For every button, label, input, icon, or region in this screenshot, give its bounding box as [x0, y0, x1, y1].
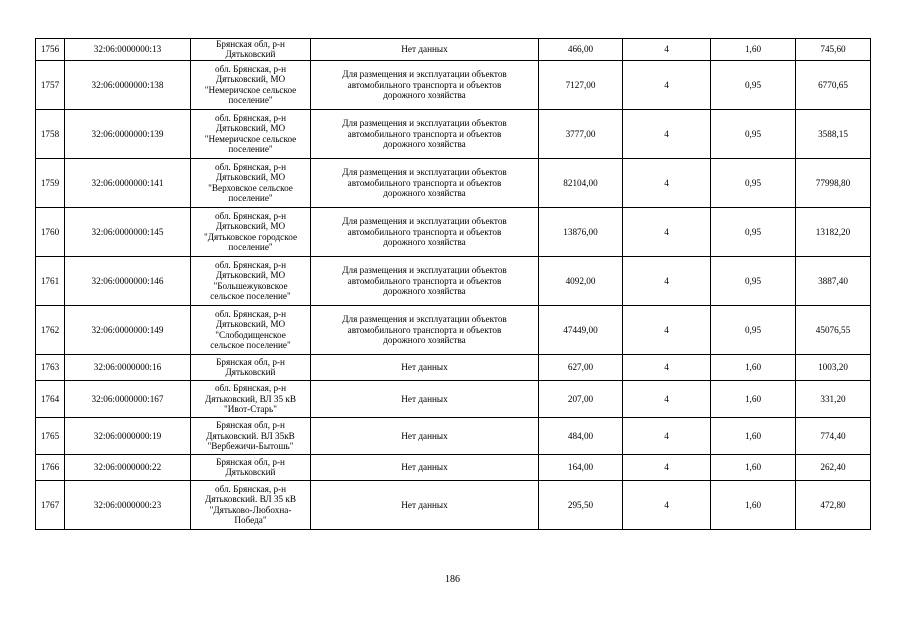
amount-cell: 45076,55 — [796, 305, 871, 354]
coefficient-cell: 0,95 — [711, 207, 796, 256]
coefficient-cell: 1,60 — [711, 454, 796, 480]
row-number-cell: 1762 — [36, 305, 65, 354]
area-cell: 4092,00 — [539, 256, 623, 305]
permitted-use-cell: Нет данных — [311, 417, 539, 454]
cadastral-number-cell: 32:06:0000000:141 — [65, 158, 191, 207]
address-cell: обл. Брянская, р-н Дятьковский, МО "Слободищенское сельское поселение" — [191, 305, 311, 354]
row-number-cell: 1760 — [36, 207, 65, 256]
address-cell: обл. Брянская, р-н Дятьковский, МО "Немеричское сельское поселение" — [191, 60, 311, 109]
area-cell: 207,00 — [539, 380, 623, 417]
permitted-use-cell: Нет данных — [311, 454, 539, 480]
category-cell: 4 — [623, 109, 711, 158]
permitted-use-cell: Нет данных — [311, 480, 539, 529]
permitted-use-cell: Для размещения и эксплуатации объектов автомобильного транспорта и объектов дорожного хозяйства — [311, 305, 539, 354]
category-cell: 4 — [623, 417, 711, 454]
permitted-use-cell: Для размещения и эксплуатации объектов автомобильного транспорта и объектов дорожного хозяйства — [311, 60, 539, 109]
table-row — [36, 305, 871, 354]
row-number-cell: 1759 — [36, 158, 65, 207]
category-cell: 4 — [623, 256, 711, 305]
category-cell: 4 — [623, 480, 711, 529]
category-cell: 4 — [623, 158, 711, 207]
coefficient-cell: 1,60 — [711, 480, 796, 529]
land-plots-table — [35, 38, 871, 530]
amount-cell: 745,60 — [796, 39, 871, 61]
area-cell: 164,00 — [539, 454, 623, 480]
permitted-use-cell: Для размещения и эксплуатации объектов автомобильного транспорта и объектов дорожного хозяйства — [311, 207, 539, 256]
address-cell: Брянская обл, р-н Дятьковский. ВЛ 35кВ "Вербежичи-Бытошь" — [191, 417, 311, 454]
area-cell: 82104,00 — [539, 158, 623, 207]
amount-cell: 3887,40 — [796, 256, 871, 305]
coefficient-cell: 0,95 — [711, 60, 796, 109]
row-number-cell: 1766 — [36, 454, 65, 480]
table-row — [36, 256, 871, 305]
amount-cell: 6770,65 — [796, 60, 871, 109]
cadastral-number-cell: 32:06:0000000:167 — [65, 380, 191, 417]
coefficient-cell: 0,95 — [711, 158, 796, 207]
category-cell: 4 — [623, 60, 711, 109]
cadastral-number-cell: 32:06:0000000:22 — [65, 454, 191, 480]
area-cell: 484,00 — [539, 417, 623, 454]
permitted-use-cell: Для размещения и эксплуатации объектов автомобильного транспорта и объектов дорожного хозяйства — [311, 109, 539, 158]
category-cell: 4 — [623, 454, 711, 480]
row-number-cell: 1763 — [36, 354, 65, 380]
address-cell: обл. Брянская, р-н Дятьковский, ВЛ 35 кВ "Ивот-Старь" — [191, 380, 311, 417]
coefficient-cell: 0,95 — [711, 305, 796, 354]
category-cell: 4 — [623, 305, 711, 354]
address-cell: Брянская обл, р-н Дятьковский — [191, 39, 311, 61]
coefficient-cell: 1,60 — [711, 380, 796, 417]
cadastral-number-cell: 32:06:0000000:16 — [65, 354, 191, 380]
table-row — [36, 417, 871, 454]
amount-cell: 262,40 — [796, 454, 871, 480]
permitted-use-cell: Нет данных — [311, 354, 539, 380]
address-cell: Брянская обл, р-н Дятьковский — [191, 454, 311, 480]
row-number-cell: 1761 — [36, 256, 65, 305]
table-row — [36, 109, 871, 158]
category-cell: 4 — [623, 207, 711, 256]
permitted-use-cell: Для размещения и эксплуатации объектов автомобильного транспорта и объектов дорожного хозяйства — [311, 158, 539, 207]
coefficient-cell: 0,95 — [711, 109, 796, 158]
table-row — [36, 60, 871, 109]
amount-cell: 13182,20 — [796, 207, 871, 256]
amount-cell: 1003,20 — [796, 354, 871, 380]
area-cell: 3777,00 — [539, 109, 623, 158]
amount-cell: 3588,15 — [796, 109, 871, 158]
permitted-use-cell: Нет данных — [311, 39, 539, 61]
cadastral-number-cell: 32:06:0000000:149 — [65, 305, 191, 354]
row-number-cell: 1757 — [36, 60, 65, 109]
table-row — [36, 158, 871, 207]
address-cell: обл. Брянская, р-н Дятьковский, МО "Большежуковское сельское поселение" — [191, 256, 311, 305]
row-number-cell: 1756 — [36, 39, 65, 61]
coefficient-cell: 1,60 — [711, 354, 796, 380]
table-row — [36, 39, 871, 61]
row-number-cell: 1765 — [36, 417, 65, 454]
table-row — [36, 354, 871, 380]
cadastral-number-cell: 32:06:0000000:138 — [65, 60, 191, 109]
cadastral-number-cell: 32:06:0000000:13 — [65, 39, 191, 61]
category-cell: 4 — [623, 354, 711, 380]
category-cell: 4 — [623, 380, 711, 417]
amount-cell: 774,40 — [796, 417, 871, 454]
address-cell: Брянская обл, р-н Дятьковский — [191, 354, 311, 380]
table-body — [36, 39, 871, 530]
address-cell: обл. Брянская, р-н Дятьковский. ВЛ 35 кВ "Дятьково-Любохна- Победа" — [191, 480, 311, 529]
amount-cell: 77998,80 — [796, 158, 871, 207]
coefficient-cell: 1,60 — [711, 417, 796, 454]
cadastral-number-cell: 32:06:0000000:139 — [65, 109, 191, 158]
table-row — [36, 207, 871, 256]
amount-cell: 472,80 — [796, 480, 871, 529]
address-cell: обл. Брянская, р-н Дятьковский, МО "Дятьковское городское поселение" — [191, 207, 311, 256]
coefficient-cell: 0,95 — [711, 256, 796, 305]
table-row — [36, 380, 871, 417]
address-cell: обл. Брянская, р-н Дятьковский, МО "Немеричское сельское поселение" — [191, 109, 311, 158]
area-cell: 7127,00 — [539, 60, 623, 109]
address-cell: обл. Брянская, р-н Дятьковский, МО "Верховское сельское поселение" — [191, 158, 311, 207]
area-cell: 295,50 — [539, 480, 623, 529]
coefficient-cell: 1,60 — [711, 39, 796, 61]
cadastral-number-cell: 32:06:0000000:23 — [65, 480, 191, 529]
permitted-use-cell: Для размещения и эксплуатации объектов автомобильного транспорта и объектов дорожного хозяйства — [311, 256, 539, 305]
page-number: 186 — [445, 574, 460, 585]
area-cell: 47449,00 — [539, 305, 623, 354]
table-row — [36, 454, 871, 480]
cadastral-number-cell: 32:06:0000000:146 — [65, 256, 191, 305]
category-cell: 4 — [623, 39, 711, 61]
area-cell: 13876,00 — [539, 207, 623, 256]
row-number-cell: 1767 — [36, 480, 65, 529]
cadastral-number-cell: 32:06:0000000:145 — [65, 207, 191, 256]
row-number-cell: 1758 — [36, 109, 65, 158]
area-cell: 466,00 — [539, 39, 623, 61]
row-number-cell: 1764 — [36, 380, 65, 417]
table-row — [36, 480, 871, 529]
cadastral-number-cell: 32:06:0000000:19 — [65, 417, 191, 454]
permitted-use-cell: Нет данных — [311, 380, 539, 417]
amount-cell: 331,20 — [796, 380, 871, 417]
area-cell: 627,00 — [539, 354, 623, 380]
